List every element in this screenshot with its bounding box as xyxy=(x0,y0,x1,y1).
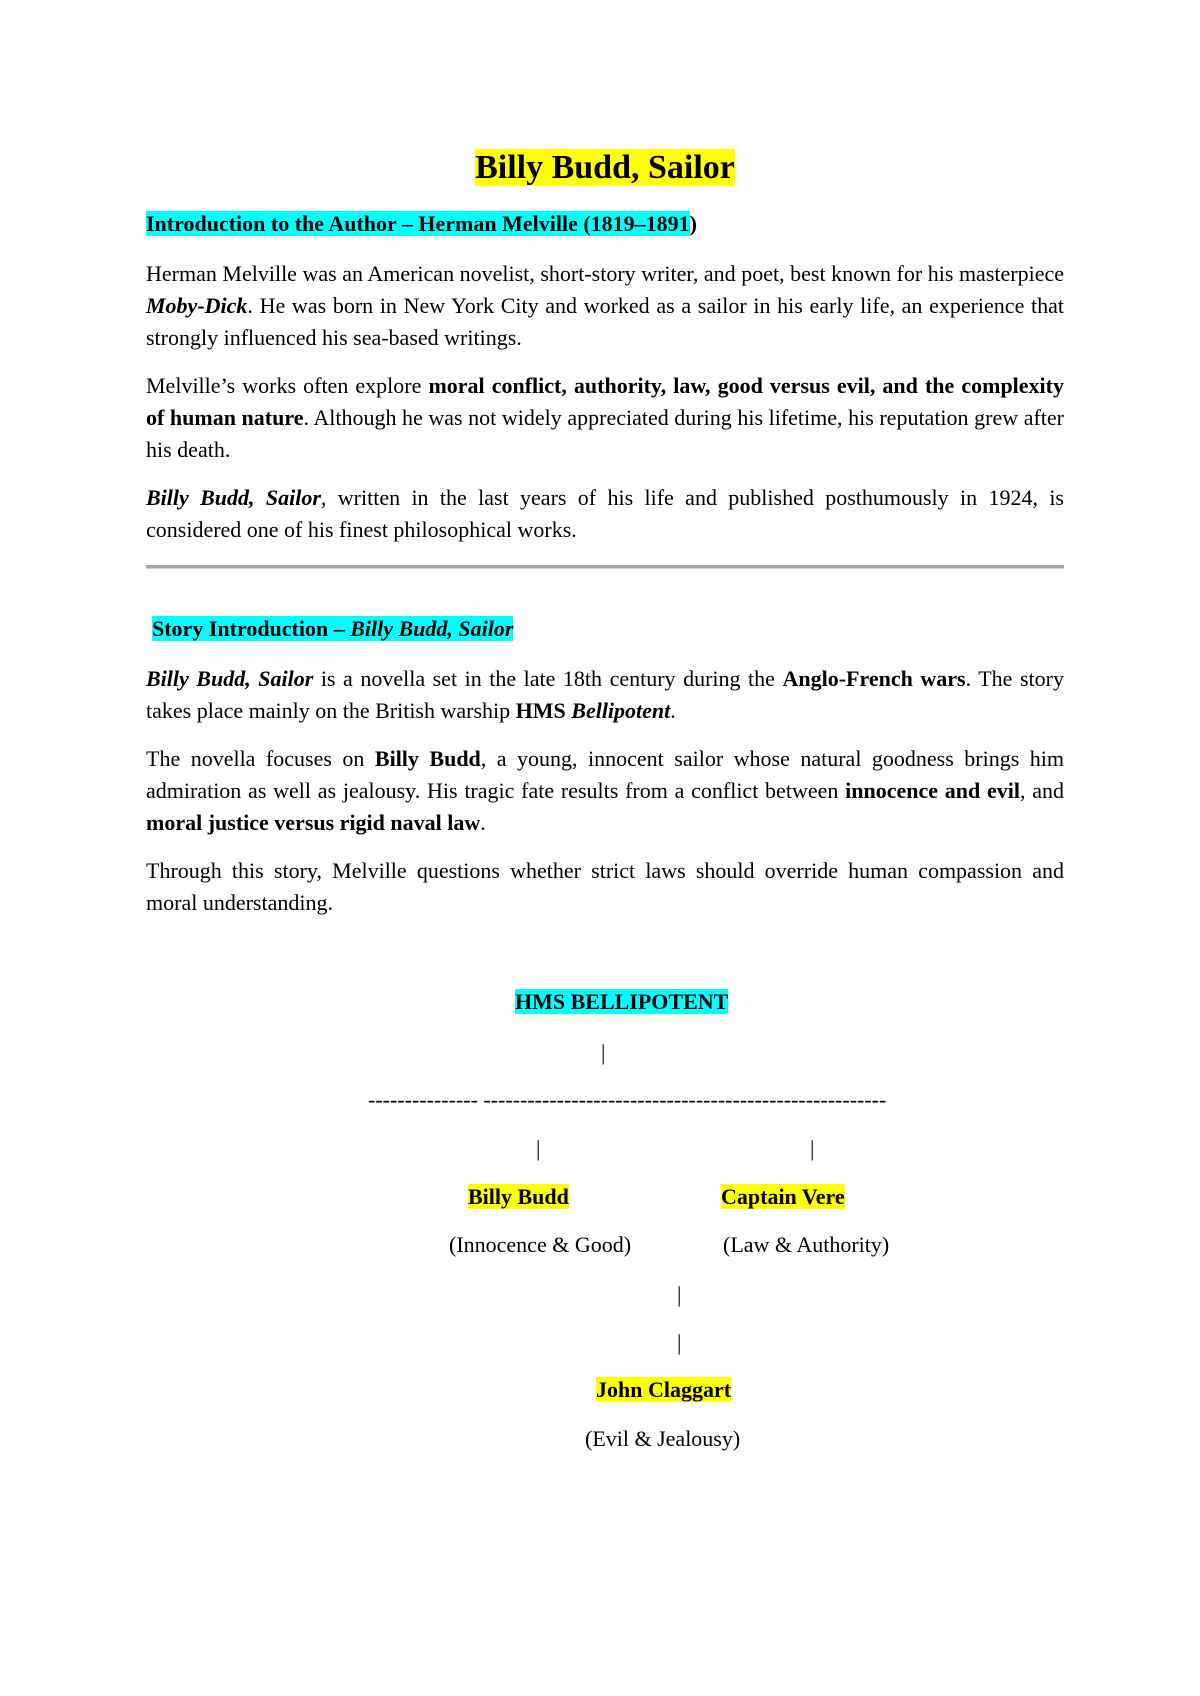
text-run: . The story takes place mainly on the British warship xyxy=(146,666,1064,723)
diagram-node-billy-budd xyxy=(468,1182,569,1212)
bold-run: innocence and evil xyxy=(845,778,1020,803)
diagram-connector: | xyxy=(810,1136,815,1161)
title-text: Billy Budd, Sailor xyxy=(475,149,735,186)
diagram-connector: | xyxy=(677,1282,682,1307)
node-label: Billy Budd xyxy=(468,1184,569,1209)
story-paragraph-3 xyxy=(146,855,1064,919)
horizontal-divider xyxy=(146,565,1064,569)
bold-run: Billy Budd xyxy=(374,746,481,771)
diagram-root-node xyxy=(515,987,728,1017)
text-run: . xyxy=(480,810,486,835)
author-paragraph-3 xyxy=(146,482,1064,546)
ship-name-run: Bellipotent xyxy=(571,698,671,723)
bold-run: moral justice versus rigid naval law xyxy=(146,810,481,835)
story-heading xyxy=(152,614,513,644)
diagram-node-john-claggart xyxy=(596,1375,731,1405)
book-title-run: Billy Budd, Sailor xyxy=(146,666,314,691)
text-run: Through this story, Melville questions whether strict laws should override human compassion and moral understanding. xyxy=(146,858,1064,915)
text-run: . He was born in New York City and worked as a sailor in his early life, an experience that strongly influenced his sea-based writings. xyxy=(146,293,1064,350)
text-run: , and xyxy=(1019,778,1065,803)
diagram-desc-captain-vere: (Law & Authority) xyxy=(723,1232,890,1257)
text-run: Melville’s works often explore xyxy=(146,373,429,398)
moby-dick-title: Moby-Dick xyxy=(146,293,248,318)
text-run: The novella focuses on xyxy=(146,746,375,771)
document-title xyxy=(146,146,1064,190)
story-heading-title: Billy Budd, Sailor xyxy=(350,616,514,641)
diagram-connector: | xyxy=(536,1136,541,1161)
author-heading-suffix: ) xyxy=(689,211,697,236)
diagram-connector: | xyxy=(601,1040,606,1065)
story-paragraph-2 xyxy=(146,743,1064,839)
diagram-desc-john-claggart: (Evil & Jealousy) xyxy=(585,1426,741,1451)
author-paragraph-1 xyxy=(146,258,1064,354)
story-heading-highlight xyxy=(152,616,513,641)
story-paragraph-1 xyxy=(146,663,1064,727)
text-run: . xyxy=(670,698,676,723)
book-title-run: Billy Budd, Sailor xyxy=(146,485,321,510)
text-run: , a young, innocent sailor whose natural goodness brings him admiration as well as jealousy. His tragic fate results from a conflict between xyxy=(146,746,1065,803)
text-run: is a novella set in the late 18th century during the xyxy=(313,666,783,691)
diagram-root-label: HMS BELLIPOTENT xyxy=(515,989,729,1014)
text-run: . Although he was not widely appreciated during his lifetime, his reputation grew after his death. xyxy=(146,405,1064,462)
node-label: John Claggart xyxy=(596,1377,732,1402)
text-run: Herman Melville was an American novelist, short-story writer, and poet, best known for his masterpiece xyxy=(146,261,1064,286)
text-run: , written in the last years of his life and published posthumously in 1924, is considered one of his finest philosophical works. xyxy=(146,485,1064,542)
bold-run: HMS xyxy=(515,698,572,723)
bold-run: Anglo-French wars xyxy=(782,666,966,691)
bold-run: moral conflict, authority, law, good versus evil, and the complexity of human nature xyxy=(146,373,1065,430)
author-paragraph-2 xyxy=(146,370,1064,466)
diagram-desc-billy-budd: (Innocence & Good) xyxy=(449,1232,632,1257)
diagram-connector: | xyxy=(677,1330,682,1355)
diagram-node-captain-vere xyxy=(721,1182,845,1212)
diagram-branch-line: --------------- ------------------------------------------------------- xyxy=(368,1087,887,1112)
node-label: Captain Vere xyxy=(721,1184,845,1209)
author-heading-highlight: Introduction to the Author – Herman Melville (1819–1891 xyxy=(146,211,690,236)
author-heading xyxy=(146,209,697,239)
story-heading-text: Story Introduction – xyxy=(152,616,351,641)
